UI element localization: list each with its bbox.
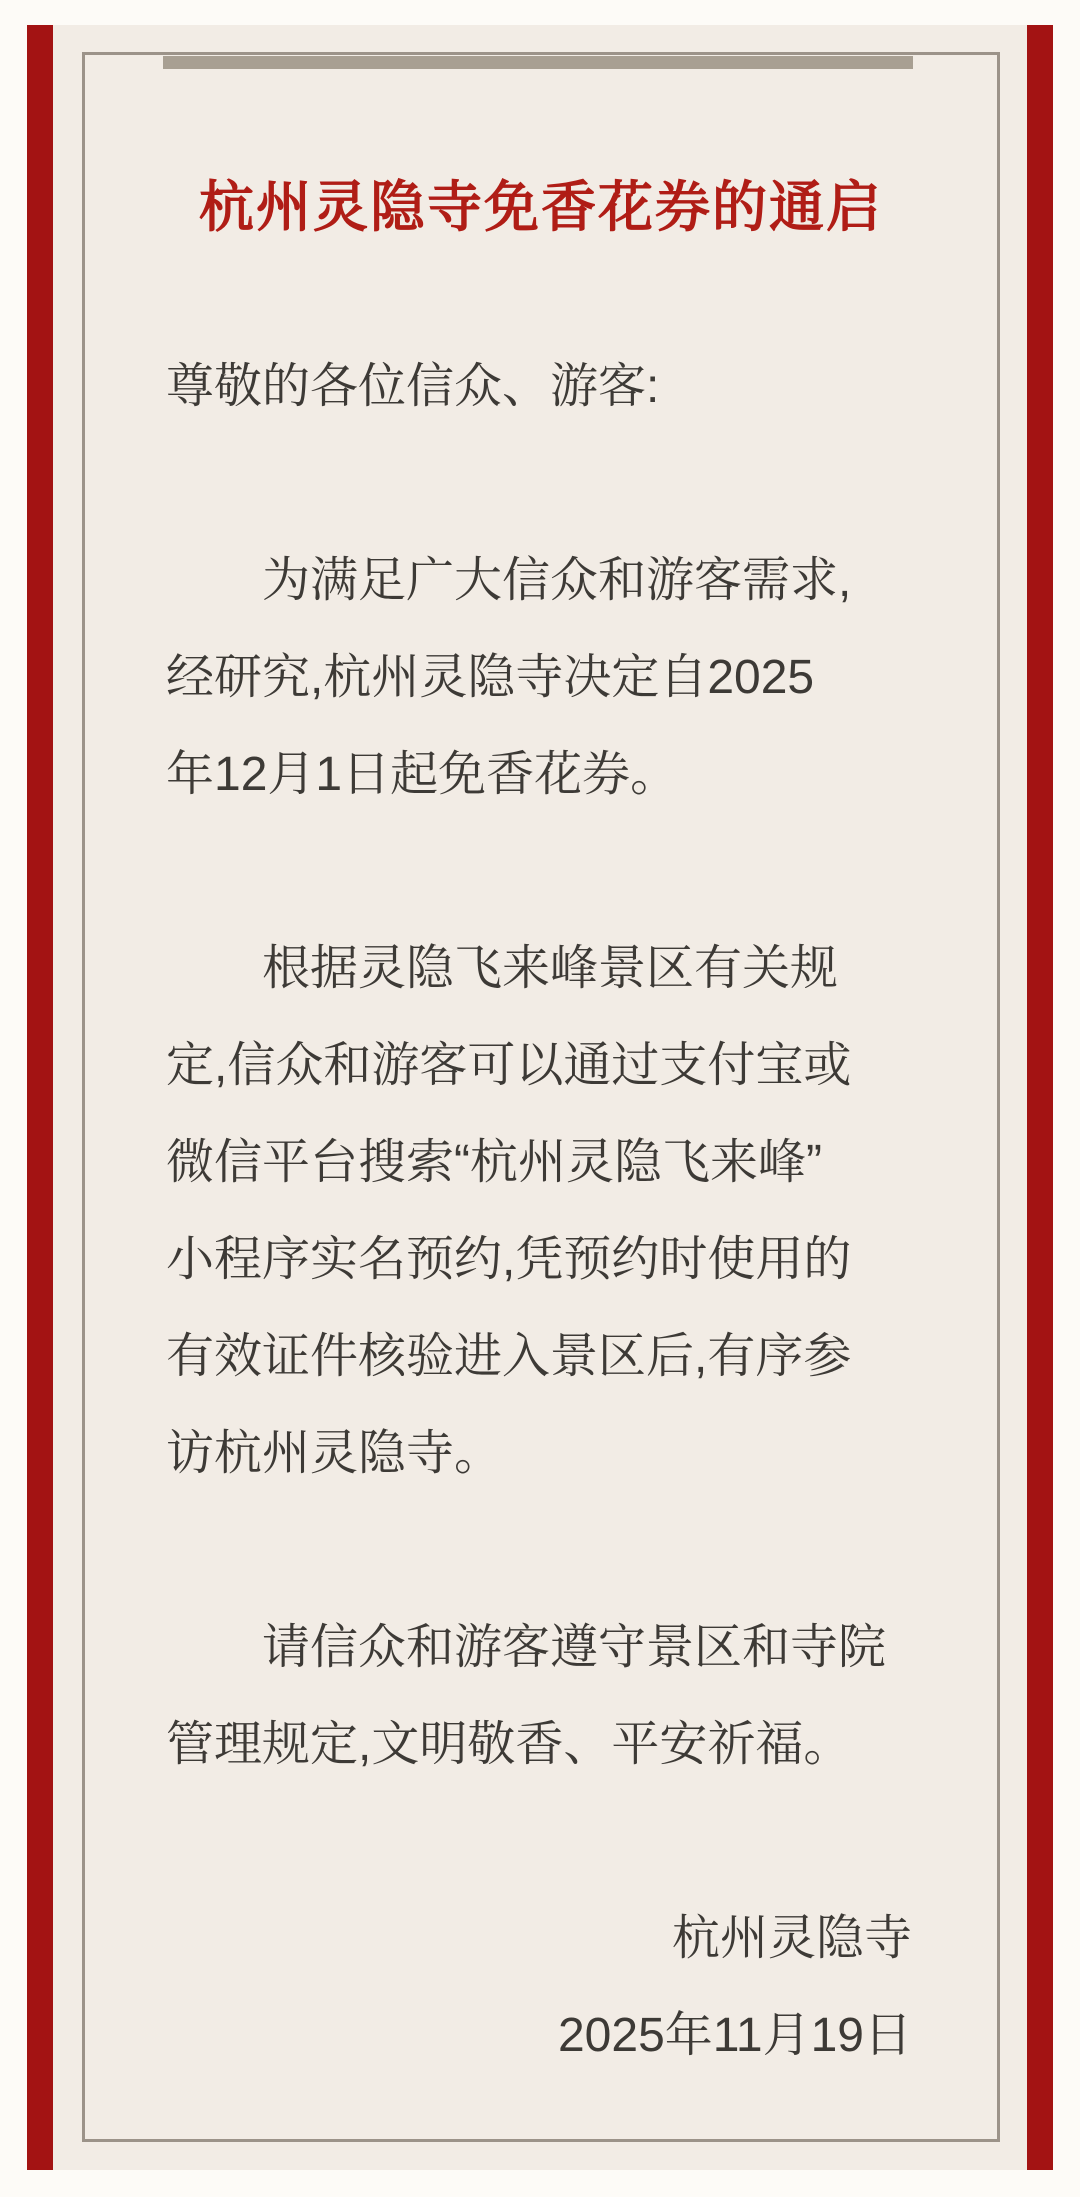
salutation-line: 尊敬的各位信众、游客:: [166, 360, 660, 413]
notice-date: 2025年11月19日: [557, 2009, 912, 2062]
right-red-bar: [1027, 25, 1053, 2170]
notice-line: 根据灵隐飞来峰景区有关规: [262, 942, 839, 995]
notice-line: 定,信众和游客可以通过支付宝或: [166, 1039, 852, 1092]
notice-line: 年12月1日起免香花券。: [166, 748, 679, 801]
notice-line: 请信众和游客遵守景区和寺院: [262, 1621, 887, 1674]
notice-line: 经研究,杭州灵隐寺决定自2025: [166, 651, 815, 704]
salutation: [166, 338, 912, 435]
paragraph-3: [166, 1599, 912, 1793]
left-red-bar: [27, 25, 53, 2170]
paragraph-2: [166, 920, 912, 1502]
closing-block: [166, 1890, 912, 2084]
notice-line: 小程序实名预约,凭预约时使用的: [166, 1233, 852, 1286]
notice-line: 访杭州灵隐寺。: [166, 1427, 503, 1480]
notice-body: [166, 338, 912, 2084]
notice-line: 为满足广大信众和游客需求,: [262, 554, 852, 607]
notice-line: 有效证件核验进入景区后,有序参: [166, 1330, 852, 1383]
frame-top-shadow-strip: [163, 56, 913, 69]
notice-line: 微信平台搜索“杭州灵隐飞来峰”: [166, 1136, 822, 1189]
notice-title: 杭州灵隐寺免香花券的通启: [198, 176, 883, 238]
notice-line: 管理规定,文明敬香、平安祈福。: [166, 1718, 852, 1771]
signature: 杭州灵隐寺: [671, 1912, 912, 1965]
paragraph-1: [166, 532, 912, 823]
